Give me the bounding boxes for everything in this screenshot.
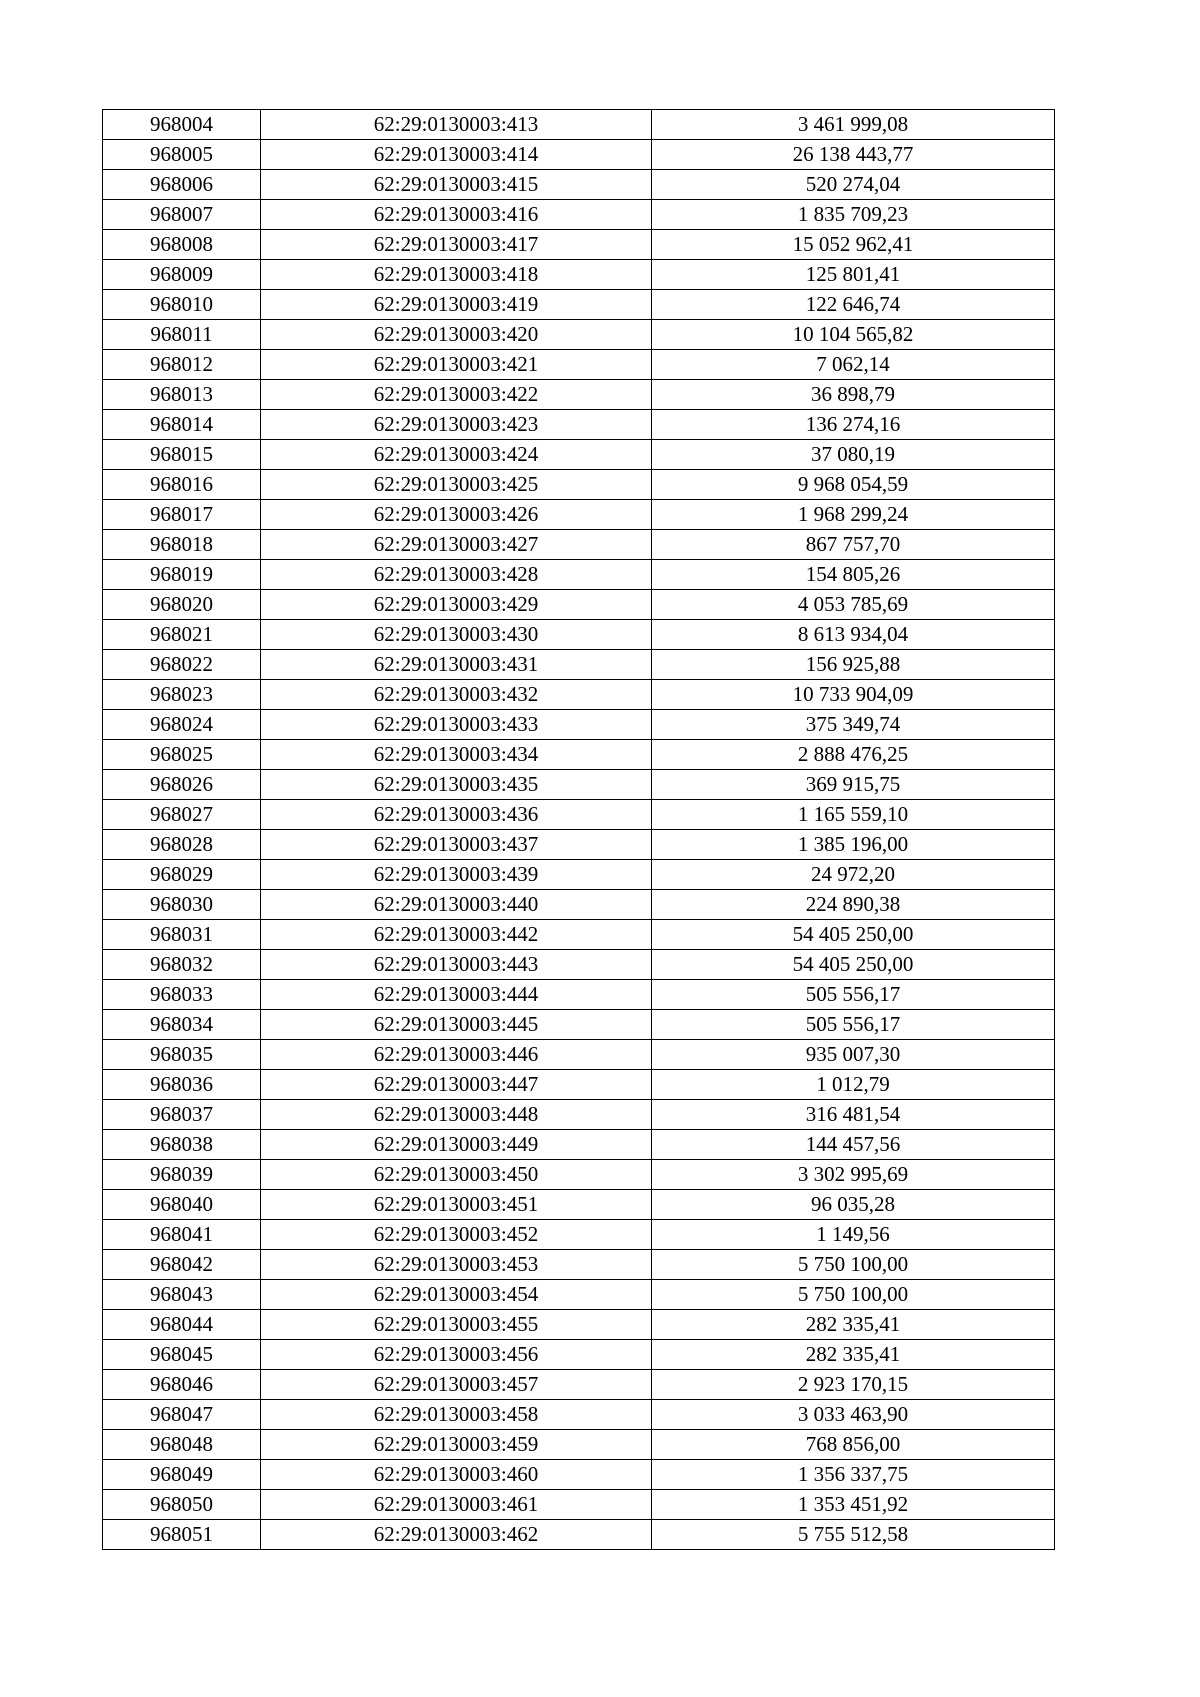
cadastral-number-cell: 62:29:0130003:457 — [261, 1370, 652, 1400]
cadastral-value-cell: 1 012,79 — [652, 1070, 1055, 1100]
table-row — [103, 950, 1055, 980]
cadastral-number-cell: 62:29:0130003:453 — [261, 1250, 652, 1280]
cadastral-number-cell: 62:29:0130003:423 — [261, 410, 652, 440]
cadastral-number-cell: 62:29:0130003:458 — [261, 1400, 652, 1430]
table-row — [103, 560, 1055, 590]
cadastral-number-cell: 62:29:0130003:433 — [261, 710, 652, 740]
cadastral-number-cell: 62:29:0130003:447 — [261, 1070, 652, 1100]
record-number-cell: 968020 — [103, 590, 261, 620]
table-row — [103, 470, 1055, 500]
cadastral-value-cell: 26 138 443,77 — [652, 140, 1055, 170]
cadastral-number-cell: 62:29:0130003:424 — [261, 440, 652, 470]
cadastral-value-cell: 54 405 250,00 — [652, 920, 1055, 950]
cadastral-number-cell: 62:29:0130003:430 — [261, 620, 652, 650]
table-row — [103, 1280, 1055, 1310]
record-number-cell: 968008 — [103, 230, 261, 260]
cadastral-value-cell: 125 801,41 — [652, 260, 1055, 290]
cadastral-number-cell: 62:29:0130003:442 — [261, 920, 652, 950]
table-row — [103, 200, 1055, 230]
cadastral-value-cell: 224 890,38 — [652, 890, 1055, 920]
table-row — [103, 770, 1055, 800]
cadastral-value-cell: 935 007,30 — [652, 1040, 1055, 1070]
cadastral-number-cell: 62:29:0130003:431 — [261, 650, 652, 680]
cadastral-number-cell: 62:29:0130003:459 — [261, 1430, 652, 1460]
table-row — [103, 1130, 1055, 1160]
record-number-cell: 968025 — [103, 740, 261, 770]
cadastral-number-cell: 62:29:0130003:448 — [261, 1100, 652, 1130]
cadastral-value-cell: 1 385 196,00 — [652, 830, 1055, 860]
record-number-cell: 968027 — [103, 800, 261, 830]
cadastral-value-cell: 5 750 100,00 — [652, 1280, 1055, 1310]
record-number-cell: 968028 — [103, 830, 261, 860]
record-number-cell: 968039 — [103, 1160, 261, 1190]
cadastral-value-cell: 15 052 962,41 — [652, 230, 1055, 260]
cadastral-value-cell: 36 898,79 — [652, 380, 1055, 410]
record-number-cell: 968029 — [103, 860, 261, 890]
table-row — [103, 1100, 1055, 1130]
cadastral-value-cell: 3 461 999,08 — [652, 110, 1055, 140]
cadastral-value-cell: 2 923 170,15 — [652, 1370, 1055, 1400]
cadastral-value-cell: 3 302 995,69 — [652, 1160, 1055, 1190]
table-row — [103, 1370, 1055, 1400]
table-row — [103, 290, 1055, 320]
record-number-cell: 968044 — [103, 1310, 261, 1340]
record-number-cell: 968015 — [103, 440, 261, 470]
record-number-cell: 968024 — [103, 710, 261, 740]
cadastral-value-cell: 136 274,16 — [652, 410, 1055, 440]
record-number-cell: 968017 — [103, 500, 261, 530]
cadastral-number-cell: 62:29:0130003:414 — [261, 140, 652, 170]
record-number-cell: 968026 — [103, 770, 261, 800]
cadastral-number-cell: 62:29:0130003:415 — [261, 170, 652, 200]
table-row — [103, 350, 1055, 380]
cadastral-number-cell: 62:29:0130003:443 — [261, 950, 652, 980]
record-number-cell: 968046 — [103, 1370, 261, 1400]
record-number-cell: 968012 — [103, 350, 261, 380]
table-row — [103, 1310, 1055, 1340]
cadastral-number-cell: 62:29:0130003:416 — [261, 200, 652, 230]
cadastral-value-cell: 54 405 250,00 — [652, 950, 1055, 980]
record-number-cell: 968038 — [103, 1130, 261, 1160]
cadastral-value-cell: 282 335,41 — [652, 1310, 1055, 1340]
cadastral-value-table — [102, 109, 1055, 1550]
table-row — [103, 740, 1055, 770]
cadastral-number-cell: 62:29:0130003:440 — [261, 890, 652, 920]
cadastral-number-cell: 62:29:0130003:419 — [261, 290, 652, 320]
table-row — [103, 1010, 1055, 1040]
cadastral-number-cell: 62:29:0130003:454 — [261, 1280, 652, 1310]
record-number-cell: 968016 — [103, 470, 261, 500]
cadastral-number-cell: 62:29:0130003:425 — [261, 470, 652, 500]
record-number-cell: 968014 — [103, 410, 261, 440]
record-number-cell: 968042 — [103, 1250, 261, 1280]
table-row — [103, 1460, 1055, 1490]
table-row — [103, 140, 1055, 170]
cadastral-value-cell: 5 755 512,58 — [652, 1520, 1055, 1550]
table-row — [103, 1160, 1055, 1190]
cadastral-value-cell: 8 613 934,04 — [652, 620, 1055, 650]
cadastral-value-cell: 316 481,54 — [652, 1100, 1055, 1130]
cadastral-value-cell: 505 556,17 — [652, 980, 1055, 1010]
cadastral-number-cell: 62:29:0130003:445 — [261, 1010, 652, 1040]
table-row — [103, 440, 1055, 470]
cadastral-number-cell: 62:29:0130003:421 — [261, 350, 652, 380]
cadastral-value-cell: 369 915,75 — [652, 770, 1055, 800]
cadastral-number-cell: 62:29:0130003:460 — [261, 1460, 652, 1490]
table-row — [103, 830, 1055, 860]
table-row — [103, 710, 1055, 740]
record-number-cell: 968021 — [103, 620, 261, 650]
cadastral-value-cell: 1 353 451,92 — [652, 1490, 1055, 1520]
cadastral-value-cell: 122 646,74 — [652, 290, 1055, 320]
cadastral-value-cell: 282 335,41 — [652, 1340, 1055, 1370]
table-row — [103, 320, 1055, 350]
table-row — [103, 860, 1055, 890]
cadastral-value-cell: 867 757,70 — [652, 530, 1055, 560]
record-number-cell: 968018 — [103, 530, 261, 560]
cadastral-number-cell: 62:29:0130003:418 — [261, 260, 652, 290]
cadastral-value-cell: 96 035,28 — [652, 1190, 1055, 1220]
table-row — [103, 1250, 1055, 1280]
cadastral-value-cell: 1 968 299,24 — [652, 500, 1055, 530]
record-number-cell: 968019 — [103, 560, 261, 590]
record-number-cell: 968010 — [103, 290, 261, 320]
table-row — [103, 680, 1055, 710]
cadastral-number-cell: 62:29:0130003:413 — [261, 110, 652, 140]
record-number-cell: 968030 — [103, 890, 261, 920]
cadastral-value-cell: 4 053 785,69 — [652, 590, 1055, 620]
record-number-cell: 968007 — [103, 200, 261, 230]
cadastral-value-cell: 9 968 054,59 — [652, 470, 1055, 500]
cadastral-value-cell: 10 104 565,82 — [652, 320, 1055, 350]
record-number-cell: 968050 — [103, 1490, 261, 1520]
cadastral-value-cell: 1 149,56 — [652, 1220, 1055, 1250]
cadastral-value-cell: 375 349,74 — [652, 710, 1055, 740]
table-row — [103, 110, 1055, 140]
cadastral-number-cell: 62:29:0130003:462 — [261, 1520, 652, 1550]
cadastral-number-cell: 62:29:0130003:455 — [261, 1310, 652, 1340]
cadastral-value-cell: 154 805,26 — [652, 560, 1055, 590]
table-row — [103, 590, 1055, 620]
cadastral-value-cell: 156 925,88 — [652, 650, 1055, 680]
table-row — [103, 380, 1055, 410]
record-number-cell: 968032 — [103, 950, 261, 980]
cadastral-number-cell: 62:29:0130003:437 — [261, 830, 652, 860]
record-number-cell: 968034 — [103, 1010, 261, 1040]
cadastral-number-cell: 62:29:0130003:452 — [261, 1220, 652, 1250]
cadastral-value-cell: 5 750 100,00 — [652, 1250, 1055, 1280]
record-number-cell: 968031 — [103, 920, 261, 950]
record-number-cell: 968049 — [103, 1460, 261, 1490]
cadastral-value-cell: 768 856,00 — [652, 1430, 1055, 1460]
table-row — [103, 980, 1055, 1010]
table-row — [103, 920, 1055, 950]
table-row — [103, 1430, 1055, 1460]
cadastral-number-cell: 62:29:0130003:432 — [261, 680, 652, 710]
cadastral-number-cell: 62:29:0130003:436 — [261, 800, 652, 830]
cadastral-value-cell: 505 556,17 — [652, 1010, 1055, 1040]
record-number-cell: 968051 — [103, 1520, 261, 1550]
record-number-cell: 968023 — [103, 680, 261, 710]
record-number-cell: 968013 — [103, 380, 261, 410]
record-number-cell: 968035 — [103, 1040, 261, 1070]
table-row — [103, 1190, 1055, 1220]
table-row — [103, 500, 1055, 530]
record-number-cell: 968047 — [103, 1400, 261, 1430]
cadastral-number-cell: 62:29:0130003:461 — [261, 1490, 652, 1520]
cadastral-value-cell: 10 733 904,09 — [652, 680, 1055, 710]
cadastral-value-cell: 37 080,19 — [652, 440, 1055, 470]
record-number-cell: 968033 — [103, 980, 261, 1010]
table-row — [103, 620, 1055, 650]
cadastral-number-cell: 62:29:0130003:449 — [261, 1130, 652, 1160]
record-number-cell: 968036 — [103, 1070, 261, 1100]
record-number-cell: 968009 — [103, 260, 261, 290]
cadastral-number-cell: 62:29:0130003:434 — [261, 740, 652, 770]
cadastral-number-cell: 62:29:0130003:417 — [261, 230, 652, 260]
cadastral-value-cell: 24 972,20 — [652, 860, 1055, 890]
cadastral-value-cell: 1 165 559,10 — [652, 800, 1055, 830]
cadastral-number-cell: 62:29:0130003:427 — [261, 530, 652, 560]
table-row — [103, 890, 1055, 920]
table-row — [103, 230, 1055, 260]
cadastral-number-cell: 62:29:0130003:456 — [261, 1340, 652, 1370]
cadastral-value-cell: 3 033 463,90 — [652, 1400, 1055, 1430]
record-number-cell: 968043 — [103, 1280, 261, 1310]
cadastral-number-cell: 62:29:0130003:451 — [261, 1190, 652, 1220]
cadastral-number-cell: 62:29:0130003:435 — [261, 770, 652, 800]
table-row — [103, 1070, 1055, 1100]
table-row — [103, 1220, 1055, 1250]
record-number-cell: 968005 — [103, 140, 261, 170]
cadastral-number-cell: 62:29:0130003:420 — [261, 320, 652, 350]
cadastral-number-cell: 62:29:0130003:428 — [261, 560, 652, 590]
table-row — [103, 170, 1055, 200]
table-row — [103, 1490, 1055, 1520]
cadastral-value-cell: 1 835 709,23 — [652, 200, 1055, 230]
record-number-cell: 968045 — [103, 1340, 261, 1370]
cadastral-number-cell: 62:29:0130003:426 — [261, 500, 652, 530]
cadastral-number-cell: 62:29:0130003:422 — [261, 380, 652, 410]
cadastral-number-cell: 62:29:0130003:450 — [261, 1160, 652, 1190]
table-row — [103, 1400, 1055, 1430]
table-row — [103, 1040, 1055, 1070]
cadastral-value-cell: 2 888 476,25 — [652, 740, 1055, 770]
record-number-cell: 968004 — [103, 110, 261, 140]
record-number-cell: 968022 — [103, 650, 261, 680]
record-number-cell: 968048 — [103, 1430, 261, 1460]
table-row — [103, 410, 1055, 440]
table-row — [103, 530, 1055, 560]
cadastral-value-cell: 144 457,56 — [652, 1130, 1055, 1160]
table-row — [103, 1340, 1055, 1370]
record-number-cell: 968041 — [103, 1220, 261, 1250]
cadastral-number-cell: 62:29:0130003:444 — [261, 980, 652, 1010]
record-number-cell: 968006 — [103, 170, 261, 200]
table-row — [103, 800, 1055, 830]
record-number-cell: 968040 — [103, 1190, 261, 1220]
cadastral-number-cell: 62:29:0130003:429 — [261, 590, 652, 620]
record-number-cell: 968037 — [103, 1100, 261, 1130]
table-row — [103, 260, 1055, 290]
cadastral-value-cell: 1 356 337,75 — [652, 1460, 1055, 1490]
table-row — [103, 1520, 1055, 1550]
table-row — [103, 650, 1055, 680]
cadastral-value-cell: 520 274,04 — [652, 170, 1055, 200]
cadastral-number-cell: 62:29:0130003:439 — [261, 860, 652, 890]
cadastral-number-cell: 62:29:0130003:446 — [261, 1040, 652, 1070]
table-body — [103, 110, 1055, 1550]
record-number-cell: 968011 — [103, 320, 261, 350]
cadastral-value-cell: 7 062,14 — [652, 350, 1055, 380]
